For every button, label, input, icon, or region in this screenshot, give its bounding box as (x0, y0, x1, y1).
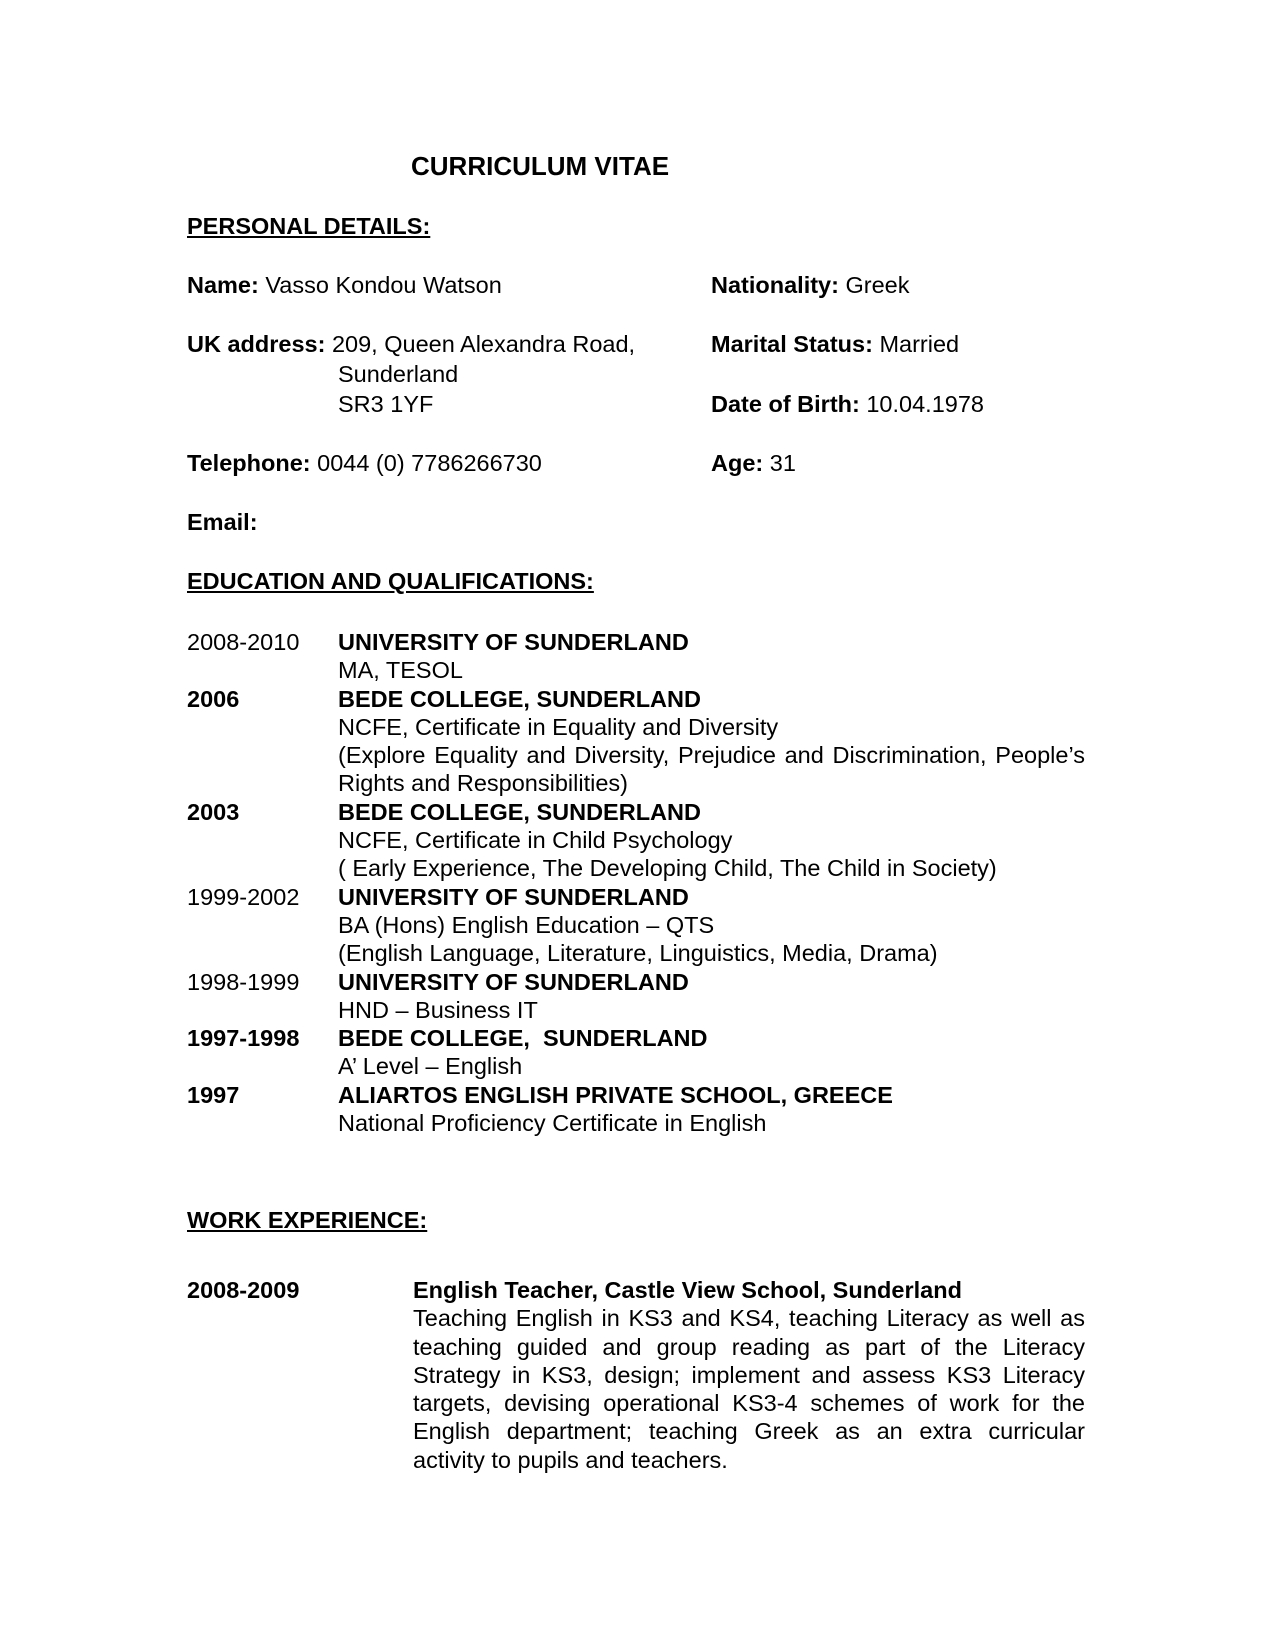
education-year: 2006 (187, 685, 240, 712)
education-qualification: National Proficiency Certificate in English (338, 1110, 767, 1137)
education-entry (187, 1024, 1087, 1081)
education-qualification: NCFE, Certificate in Child Psychology (338, 827, 733, 854)
education-details: (English Language, Literature, Linguistics, Media, Drama) (338, 940, 938, 967)
age-value: 31 (769, 450, 796, 476)
telephone-value: 0044 (0) 7786266730 (317, 450, 542, 476)
address-label: UK address: (187, 331, 326, 357)
education-year: 2008-2010 (187, 629, 300, 655)
education-institution: UNIVERSITY OF SUNDERLAND (338, 968, 689, 995)
age-field (711, 449, 796, 477)
education-year: 1999-2002 (187, 883, 300, 910)
name-field (187, 271, 502, 299)
nationality-label: Nationality: (711, 272, 839, 298)
education-entry (187, 883, 1087, 968)
education-qualification: BA (Hons) English Education – QTS (338, 911, 715, 938)
name-label: Name: (187, 272, 259, 298)
document-title: CURRICULUM VITAE (411, 151, 670, 181)
education-institution: UNIVERSITY OF SUNDERLAND (338, 629, 689, 655)
personal-details-heading: PERSONAL DETAILS: (187, 213, 431, 239)
work-year: 2008-2009 (187, 1277, 300, 1303)
education-list (187, 628, 1087, 1137)
education-institution: BEDE COLLEGE, SUNDERLAND (338, 685, 701, 712)
education-qualification: A’ Level – English (338, 1053, 523, 1080)
education-entry (187, 1081, 1087, 1138)
education-entry (187, 968, 1087, 1025)
work-description: Teaching English in KS3 and KS4, teaching Literacy as well as teaching guided and group reading as part of the Literacy Strategy in KS3, design; implement and assess KS3 Literacy targets, devising operational KS3-4 schemes of work for the English department; teaching Greek as an extra curricular activity to pupils and teachers. (413, 1305, 1085, 1473)
address-line-2: Sunderland (338, 361, 459, 387)
telephone-field (187, 449, 542, 477)
education-year: 2003 (187, 798, 240, 825)
nationality-value: Greek (845, 272, 910, 298)
education-year: 1998-1999 (187, 968, 300, 995)
work-experience-heading: WORK EXPERIENCE: (187, 1207, 428, 1233)
date-of-birth-label: Date of Birth: (711, 391, 860, 417)
education-details: ( Early Experience, The Developing Child, The Child in Society) (338, 855, 997, 882)
education-entry (187, 685, 1087, 798)
marital-status-value: Married (879, 331, 960, 357)
education-year: 1997 (187, 1081, 240, 1108)
education-heading: EDUCATION AND QUALIFICATIONS: (187, 568, 594, 594)
age-label: Age: (711, 450, 764, 476)
email-field (187, 508, 258, 536)
address-line-3: SR3 1YF (338, 391, 434, 417)
education-institution: ALIARTOS ENGLISH PRIVATE SCHOOL, GREECE (338, 1081, 893, 1108)
education-qualification: NCFE, Certificate in Equality and Diversity (338, 713, 779, 740)
marital-status-field (711, 330, 959, 358)
marital-status-label: Marital Status: (711, 331, 873, 357)
work-entry (187, 1276, 1087, 1474)
address-field (187, 330, 635, 358)
email-label: Email: (187, 509, 258, 535)
education-year: 1997-1998 (187, 1025, 300, 1052)
education-institution: UNIVERSITY OF SUNDERLAND (338, 883, 689, 910)
work-list (187, 1276, 1087, 1474)
education-qualification: MA, TESOL (338, 657, 463, 684)
date-of-birth-field (711, 390, 984, 418)
date-of-birth-value: 10.04.1978 (866, 391, 984, 417)
education-institution: BEDE COLLEGE, SUNDERLAND (338, 1025, 708, 1052)
nationality-field (711, 271, 910, 299)
address-line-1: 209, Queen Alexandra Road, (331, 331, 636, 357)
telephone-label: Telephone: (187, 450, 311, 476)
name-value: Vasso Kondou Watson (265, 272, 502, 298)
work-title: English Teacher, Castle View School, Sunderland (413, 1277, 962, 1303)
education-details: (Explore Equality and Diversity, Prejudice and Discrimination, People’s Rights and Responsibilities) (338, 742, 1085, 797)
education-entry (187, 628, 1087, 685)
education-institution: BEDE COLLEGE, SUNDERLAND (338, 798, 701, 825)
education-entry (187, 798, 1087, 883)
education-qualification: HND – Business IT (338, 996, 538, 1023)
